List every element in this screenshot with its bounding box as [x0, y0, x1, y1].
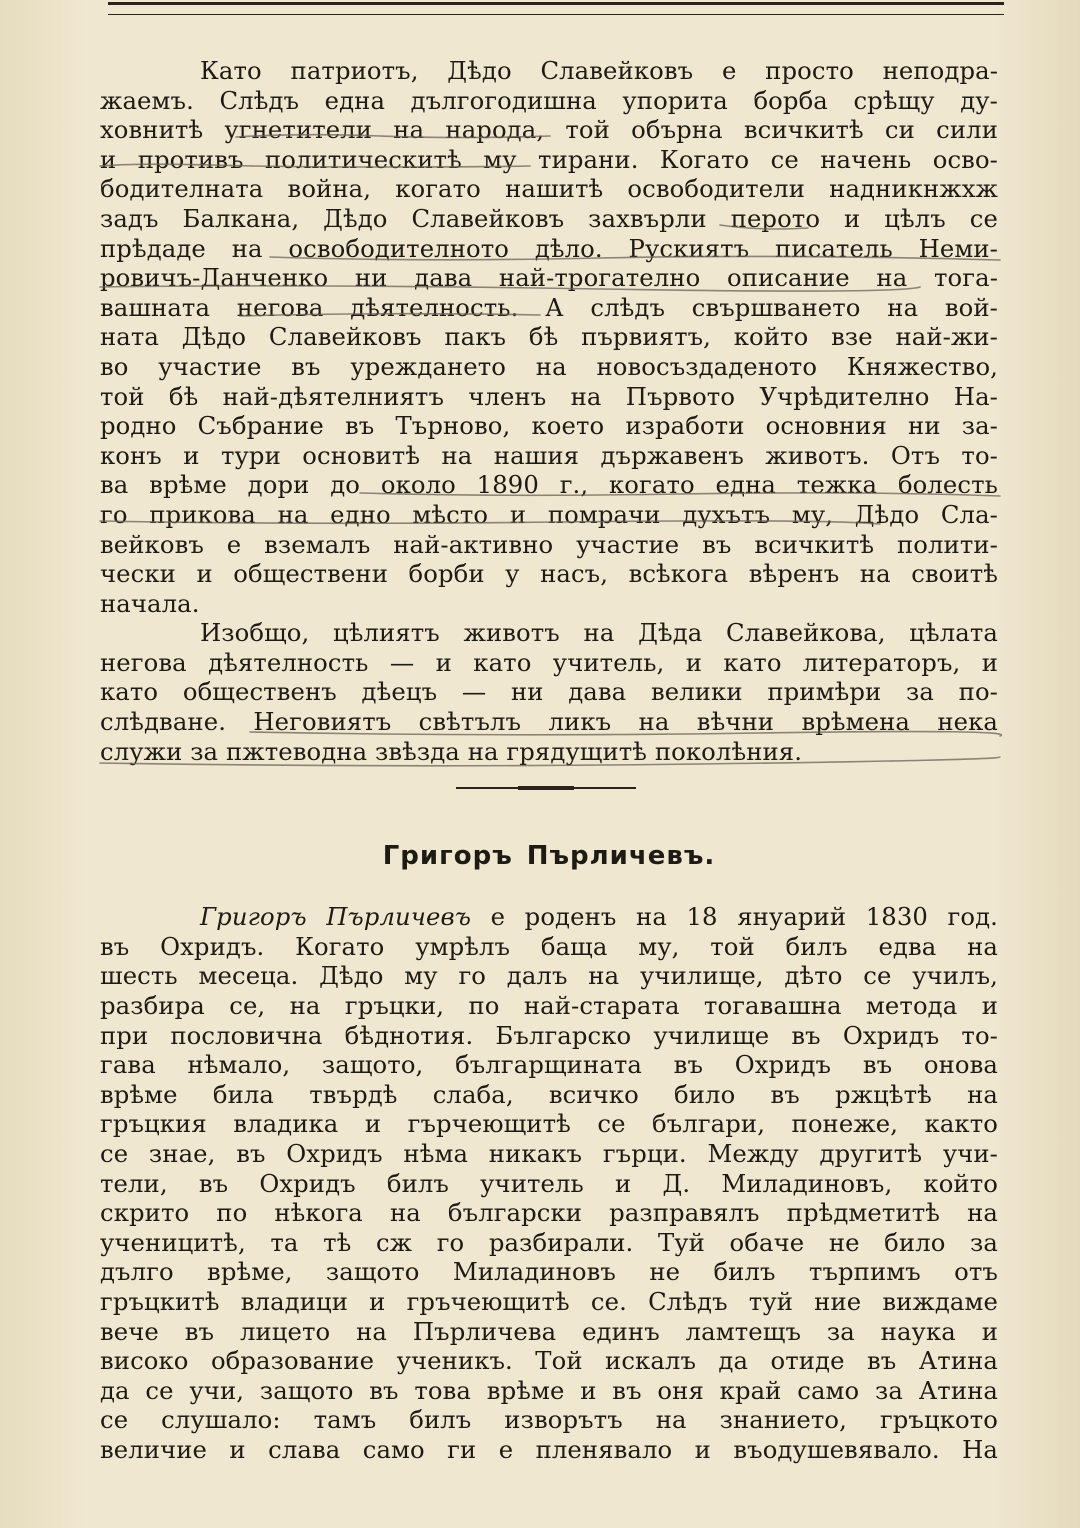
text-line: при пословична бѣднотия. Българско училище въ Охридъ то- [100, 1020, 998, 1050]
text-line: гава нѣмало, защото, българщината въ Охридъ въ онова [100, 1050, 998, 1080]
text-line: високо образование ученикъ. Той искалъ да отиде въ Атина [100, 1346, 998, 1376]
text-line: шесть месеца. Дѣдо му го далъ на училище, дѣто се училъ, [100, 961, 998, 991]
section-title-surname: Пърличевъ. [526, 841, 716, 872]
parlichev-paragraph [100, 902, 998, 1464]
text-line: го прикова на едно мѣсто и помрачи духътъ му, Дѣдо Сла- [100, 499, 998, 529]
slaveykov-paragraph-1 [100, 56, 998, 618]
text-line: величие и слава само ги е пленявало и въодушевявало. На [100, 1434, 998, 1464]
text-line: скрито по нѣкога на български разправялъ прѣдметитѣ на [100, 1198, 998, 1228]
text-line: дълго врѣме, защото Миладиновъ не билъ търпимъ отъ [100, 1257, 998, 1287]
text-line: ната Дѣдо Славейковъ пакъ бѣ първиятъ, който взе най-жи- [100, 322, 998, 352]
text-line: вече въ лицето на Пърличева единъ ламтещъ за наука и [100, 1316, 998, 1346]
italic-name: Григоръ Пърличевъ [200, 902, 472, 932]
text-line: бодителната война, когато нашитѣ освободители надникнжхж [100, 174, 998, 204]
text-line: ховнитѣ угнетители на народа, той обърна всичкитѣ си сили [100, 115, 998, 145]
top-rule-thin [108, 14, 1004, 15]
section-title [100, 810, 998, 902]
section-divider [100, 766, 998, 810]
text-line: Изобщо, цѣлиятъ животъ на Дѣда Славейкова, цѣлата [200, 618, 998, 648]
text-line: вейковъ е вземалъ най-активно участие въ всичкитѣ полити- [100, 529, 998, 559]
text-line: жаемъ. Слѣдъ една дългогодишна упорита борба срѣщу ду- [100, 85, 998, 115]
text-line: прѣдаде на освободителното дѣло. Рускиятъ писатель Неми- [100, 233, 998, 263]
text-line: гръцкитѣ владици и гръчеющитѣ се. Слѣдъ туй ние виждаме [100, 1286, 998, 1316]
page-content [100, 56, 998, 1465]
text-line: и противъ политическитѣ му тирани. Когато се начень осво- [100, 144, 998, 174]
text-line: вашната негова дѣятелность. А слѣдъ свършването на вой- [100, 292, 998, 322]
text-line: ва врѣме дори до около 1890 г., когато една тежка болесть [100, 470, 998, 500]
text-line: ученицитѣ, та тѣ сж го разбирали. Туй обаче не било за [100, 1227, 998, 1257]
top-rule-thick [108, 2, 1004, 5]
text-line: во участие въ уреждането на новосъздаденото Княжество, [100, 351, 998, 381]
first-line-text: е роденъ на 18 януарий 1830 год. [471, 902, 998, 932]
text-line: той бѣ най-дѣятелниятъ членъ на Първото Учрѣдително На- [100, 381, 998, 411]
text-line: чески и обществени борби у насъ, всѣкога вѣренъ на своитѣ [100, 559, 998, 589]
text-line: да се учи, защото въ това врѣме и въ оня край само за Атина [100, 1375, 998, 1405]
text-line: врѣме била твърдѣ слаба, всичко било въ ржцѣтѣ на [100, 1079, 998, 1109]
text-line: слѣдване. Неговиятъ свѣтълъ ликъ на вѣчни врѣмена нека [100, 707, 998, 737]
text-line: ровичъ-Данченко ни дава най-трогателно описание на тога- [100, 263, 998, 293]
text-line: конъ и тури основитѣ на нашия държавенъ животъ. Отъ то- [100, 440, 998, 470]
divider-center-bar [518, 786, 574, 790]
text-line: негова дѣятелность — и като учитель, и като литераторъ, и [100, 647, 998, 677]
text-line: като общественъ дѣецъ — ни дава велики примѣри за по- [100, 677, 998, 707]
text-line: начала. [100, 588, 200, 618]
text-line: въ Охридъ. Когато умрѣлъ баща му, той билъ едва на [100, 931, 998, 961]
text-line: задъ Балкана, Дѣдо Славейковъ захвърли перото и цѣлъ се [100, 203, 998, 233]
text-line: тели, въ Охридъ билъ учитель и Д. Миладиновъ, който [100, 1168, 998, 1198]
text-line: разбира се, на гръцки, по най-старата тогавашна метода и [100, 991, 998, 1021]
text-line: Като патриотъ, Дѣдо Славейковъ е просто неподра- [200, 56, 998, 85]
text-line: гръцкия владика и гърчеющитѣ се българи, понеже, както [100, 1109, 998, 1139]
text-line: служи за пжтеводна звѣзда на грядущитѣ поколѣния. [100, 736, 803, 766]
text-line [100, 902, 998, 932]
section-title-first-name: Григоръ [382, 841, 513, 872]
slaveykov-paragraph-2 [100, 618, 998, 766]
text-line: се знае, въ Охридъ нѣма никакъ гърци. Между другитѣ учи- [100, 1139, 998, 1168]
text-line: родно Събрание въ Търново, което изработи основния ни за- [100, 411, 998, 441]
top-double-rule [108, 2, 1004, 20]
text-line: се слушало: тамъ билъ изворътъ на знанието, гръцкото [100, 1405, 998, 1435]
